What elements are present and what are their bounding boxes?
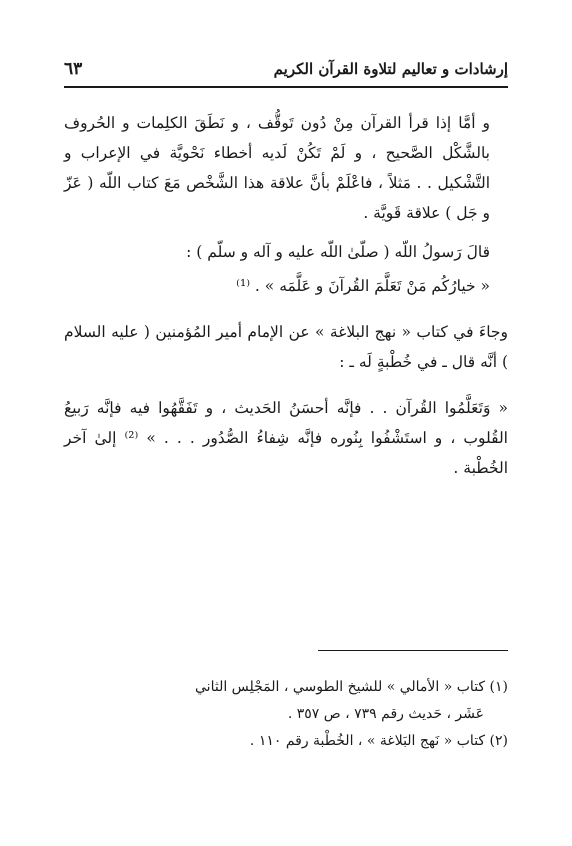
page-header xyxy=(64,56,508,88)
main-text xyxy=(64,108,508,483)
running-title: إرشادات و تعاليم لتلاوة القرآن الكريم xyxy=(273,60,508,78)
paragraph-prophet-saying-intro: قالَ رَسولُ اللّه ( صلّىٰ اللّه عليه و آله و سلّم ) : xyxy=(186,243,490,261)
paragraph-reading-fluency: و أمَّا إذا قرأ القرآن مِنْ دُون تَوقُّف ، و نَطَقَ الكلِمات و الحُروف بالشَّكْل الصَّحيح ، و لَمْ تَكُنْ لَديه أخطاء نَحْويَّة في الإعراب و التَّشْكيل . . مَثلاً ، فاعْلَمْ بأنَّ علاقة هذا الشَّخْص مَعَ كتاب اللّه ( عَزّ و جَل ) علاقة قَويَّة . xyxy=(64,114,490,222)
paragraph-nahj-intro: وجاءَ في كتاب « نهج البلاغة » عن الإمام أمير المُؤمنين ( عليه السلام ) أنَّه قال ـ في خُطْبةٍ لَه ـ : xyxy=(64,323,508,371)
footnote-1-continued: عَشَر ، حَديث رقم ٧٣٩ ، ص ٣٥٧ . xyxy=(287,706,484,722)
quote-hadith: « خيارُكُم مَنْ تَعَلَّمَ القُرآنَ و عَلَّمَه » . ⁽¹⁾ xyxy=(236,277,490,295)
footnotes xyxy=(64,674,508,755)
footnote-divider xyxy=(318,650,508,651)
quote-sermon: « وَتَعَلَّمُوا القُرآن . . فإنَّه أحسَنُ الحَديث ، و تَفَقَّهُوا فيه فإنَّه رَبيعُ القُلوب ، و استَشْفُوا بِنُوره فإنَّه شِفاءُ الصُّدُور . . . » ⁽²⁾ إلىٰ آخر الخُطْبة . xyxy=(64,399,508,477)
footnote-2: (٢) كتاب « نَهج البَلاغة » ، الخُطْبة رقم ١١٠ . xyxy=(249,733,508,749)
footnote-1: (١) كتاب « الأمالي » للشيخ الطوسي ، المَجْلِس الثاني xyxy=(195,679,508,695)
page-number: ٦٣ xyxy=(64,59,83,79)
